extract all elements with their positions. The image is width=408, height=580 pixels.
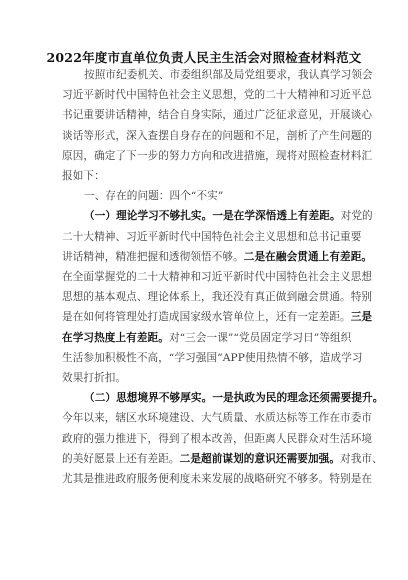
text-segment: 习近平新时代中国特色社会主义思想，党的二十大精神和习近平总 [62,89,373,102]
body-line [62,432,372,446]
text-segment: 对我市、 [340,452,383,465]
bold-text-segment: （一）理论学习不够扎实。一是在学深悟透上有差距。 [84,210,341,223]
text-segment: 讲话精神，精准把握和透彻领悟不够。 [62,250,244,263]
body-line [62,351,363,365]
text-segment: 对党的 [340,210,373,223]
body-line [62,371,126,385]
bold-text-segment: 三是 [350,311,373,324]
text-segment: 尤其是推进政府服务便利度未来发展的战略研究不够多。特别是在 [62,473,373,485]
text-segment: 今年以来，辖区水环境建设、大气质量、水质达标等工作在市委市 [62,412,373,425]
text-segment: 按照市纪委机关、市委组织部及局党组要求，我认真学习领会 [84,69,373,81]
bold-text-segment: 在学习热度上有差距。 [62,331,169,344]
body-line [62,472,372,486]
body-line [62,169,105,183]
bold-text-segment: 二是在融会贯通上有差距。 [243,250,373,263]
body-line [62,411,372,425]
body-line [62,149,372,163]
text-segment: 生活参加积极性不高，“学习强国”APP使用热情不够，造成学习 [62,351,363,364]
body-line [62,310,372,324]
body-line [62,452,383,466]
text-segment: 书记重要讲话精神，结合自身实际，通过广泛征求意见，开展谈心 [62,109,373,122]
text-segment: 一、存在的问题：四个“不实” [84,190,224,203]
body-line [62,331,351,345]
body-line [84,209,373,223]
text-segment: 效果打折扣。 [62,372,127,384]
text-segment: 政府的强力推进下，得到了根本改善，但距离人民群众对生活环境 [62,432,373,445]
body-line [62,290,372,304]
body-line [84,68,373,82]
text-segment: 对“三会一课”“党员固定学习日”等组织 [168,331,352,344]
body-line [62,270,372,284]
body-line [62,129,372,143]
text-segment: 是在如何将管理处打造成国家级水管单位上，还有一定差距。 [62,311,351,324]
text-segment: 二十大精神、习近平新时代中国特色社会主义思想和总书记重要 [62,230,362,243]
text-segment: 报如下： [62,170,105,182]
text-segment: 原因，确定了下一步的努力方向和改进措施，现将对照检查材料汇 [62,149,373,162]
body-line [84,391,383,405]
text-segment: 思想的基本观点、理论体系上，我还没有真正做到融会贯通。特别 [62,291,373,304]
text-segment: 在全面掌握党的二十大精神和习近平新时代中国特色社会主义思想 [62,271,373,283]
body-line [62,108,372,122]
bold-text-segment: （二）思想境界不够厚实。一是执政为民的理念还须需要提升。 [84,392,384,405]
body-line [62,250,372,264]
bold-text-segment: 二是超前谋划的意识还需要加强。 [179,452,341,465]
body-line [84,189,223,203]
text-segment: 谈话等形式，深入查摆自身存在的问题和不足，剖析了产生问题的 [62,129,373,142]
document-title: 2022年度市直单位负责人民主生活会对照检查材料范文 [46,50,362,65]
body-line [62,88,372,102]
body-line [62,230,361,244]
text-segment: 的美好愿景上还有差距。 [62,452,180,465]
